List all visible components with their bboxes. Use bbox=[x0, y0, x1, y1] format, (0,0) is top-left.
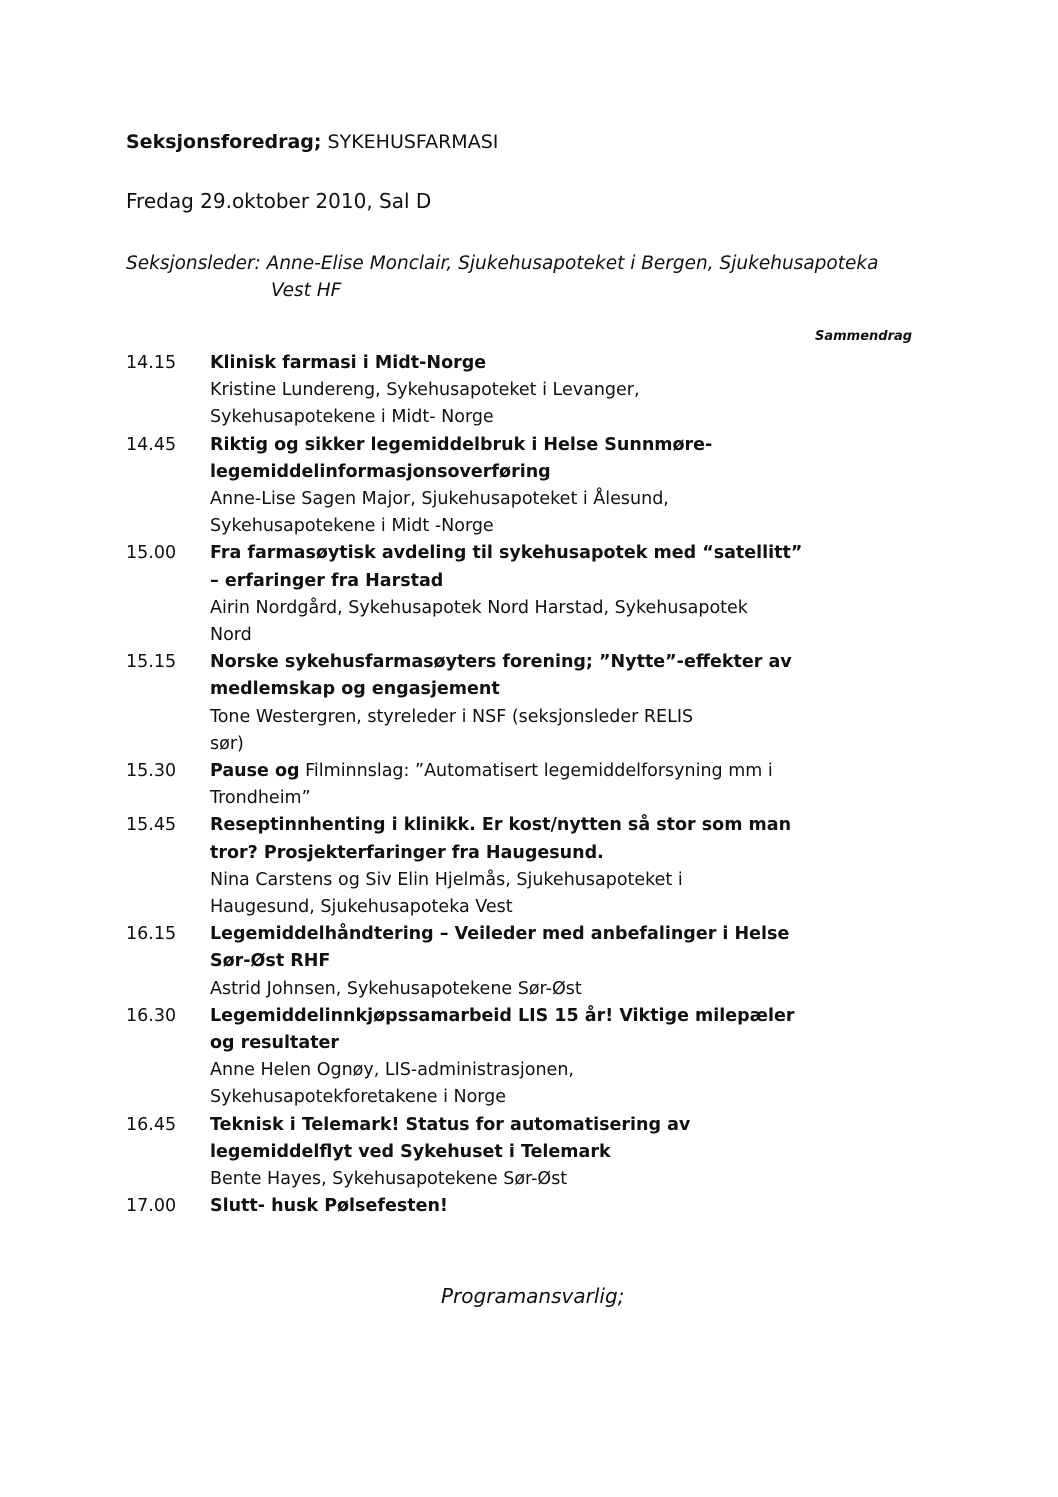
program-item bbox=[126, 758, 926, 812]
program-item bbox=[126, 812, 926, 921]
section-title-name: SYKEHUSFARMASI bbox=[327, 131, 499, 153]
program-item bbox=[126, 1193, 926, 1220]
program-content bbox=[210, 812, 926, 921]
program-title: og resultater bbox=[210, 1033, 340, 1054]
program-speaker: Kristine Lundereng, Sykehusapoteket i Levanger, bbox=[210, 380, 640, 401]
program-title-rest: Filminnslag: ”Automatisert legemiddelforsyning mm i bbox=[299, 761, 773, 782]
program-content bbox=[210, 432, 926, 541]
program-content bbox=[210, 758, 926, 812]
section-title-prefix: Seksjonsforedrag; bbox=[126, 131, 322, 153]
program-time: 14.45 bbox=[126, 434, 177, 455]
program-title-line bbox=[210, 758, 926, 785]
program-title: legemiddelinformasjonsoverføring bbox=[210, 461, 551, 482]
program-title: legemiddelflyt ved Sykehuset i Telemark bbox=[210, 1141, 611, 1162]
summary-label: Sammendrag bbox=[815, 329, 913, 344]
program-content bbox=[210, 1112, 926, 1194]
program-speaker: Tone Westergren, styreleder i NSF (seksjonsleder RELIS bbox=[210, 706, 694, 727]
program-title: Legemiddelhåndtering – Veileder med anbefalinger i Helse bbox=[210, 924, 790, 945]
program-content bbox=[210, 540, 926, 649]
program-time: 14.15 bbox=[126, 353, 177, 373]
program-title: medlemskap og engasjement bbox=[210, 679, 500, 700]
program-time: 15.45 bbox=[126, 815, 177, 836]
section-title bbox=[126, 131, 498, 153]
program-time: 15.00 bbox=[126, 543, 177, 564]
program-time: 16.15 bbox=[126, 924, 177, 945]
program-speaker: Astrid Johnsen, Sykehusapotekene Sør-Øst bbox=[210, 978, 582, 999]
program-speaker: Anne-Lise Sagen Major, Sjukehusapoteket i Ålesund, bbox=[210, 489, 669, 510]
program-speaker: Nord bbox=[210, 625, 252, 646]
program-content bbox=[210, 921, 926, 1003]
program-title: Legemiddelinnkjøpssamarbeid LIS 15 år! Viktige milepæler bbox=[210, 1005, 795, 1026]
program-time: 15.15 bbox=[126, 652, 177, 673]
program-content bbox=[210, 1193, 926, 1220]
program-title: Slutt- husk Pølsefesten! bbox=[210, 1196, 448, 1217]
program-item bbox=[126, 1003, 926, 1112]
program-content bbox=[210, 649, 926, 758]
program-item bbox=[126, 921, 926, 1003]
program-speaker: Sykehusapotekene i Midt -Norge bbox=[210, 516, 494, 537]
program-item bbox=[126, 540, 926, 649]
program-speaker: Trondheim” bbox=[210, 788, 311, 809]
program-title: tror? Prosjekterfaringer fra Haugesund. bbox=[210, 842, 604, 863]
section-leader bbox=[126, 250, 878, 304]
program-time: 16.30 bbox=[126, 1005, 177, 1026]
program-item bbox=[126, 350, 926, 432]
program-item bbox=[126, 1112, 926, 1194]
section-leader-line2: Vest HF bbox=[271, 280, 342, 301]
program-time: 15.30 bbox=[126, 761, 177, 782]
program-speaker: Haugesund, Sjukehusapoteka Vest bbox=[210, 897, 513, 918]
program-time: 16.45 bbox=[126, 1114, 177, 1135]
program-speaker: Bente Hayes, Sykehusapotekene Sør-Øst bbox=[210, 1169, 568, 1190]
program-title: Norske sykehusfarmasøyters forening; ”Nytte”-effekter av bbox=[210, 652, 792, 673]
program-title: Klinisk farmasi i Midt-Norge bbox=[210, 353, 487, 373]
program-title: Riktig og sikker legemiddelbruk i Helse Sunnmøre- bbox=[210, 434, 713, 455]
program-speaker: Nina Carstens og Siv Elin Hjelmås, Sjukehusapoteket i bbox=[210, 869, 683, 890]
program-title: Pause og bbox=[210, 761, 300, 782]
program-responsible: Programansvarlig; bbox=[441, 1284, 625, 1308]
program-title: – erfaringer fra Harstad bbox=[210, 570, 444, 591]
program-speaker: Sykehusapotekforetakene i Norge bbox=[210, 1087, 507, 1108]
program-list bbox=[126, 350, 926, 1221]
section-leader-line1: Seksjonsleder: Anne-Elise Monclair, Sjukehusapoteket i Bergen, Sjukehusapoteka bbox=[126, 253, 879, 274]
program-title: Fra farmasøytisk avdeling til sykehusapotek med “satellitt” bbox=[210, 543, 803, 564]
program-content bbox=[210, 350, 926, 432]
program-content bbox=[210, 1003, 926, 1112]
program-item bbox=[126, 649, 926, 758]
program-title: Teknisk i Telemark! Status for automatisering av bbox=[210, 1114, 691, 1135]
program-speaker: sør) bbox=[210, 733, 244, 754]
program-speaker: Anne Helen Ognøy, LIS-administrasjonen, bbox=[210, 1060, 574, 1081]
program-title: Sør-Øst RHF bbox=[210, 951, 331, 972]
program-speaker: Airin Nordgård, Sykehusapotek Nord Harstad, Sykehusapotek bbox=[210, 597, 748, 618]
session-date: Fredag 29.oktober 2010, Sal D bbox=[126, 189, 432, 213]
program-title: Reseptinnhenting i klinikk. Er kost/nytten så stor som man bbox=[210, 815, 792, 836]
program-time: 17.00 bbox=[126, 1196, 177, 1217]
program-speaker: Sykehusapotekene i Midt- Norge bbox=[210, 407, 494, 428]
program-item bbox=[126, 432, 926, 541]
